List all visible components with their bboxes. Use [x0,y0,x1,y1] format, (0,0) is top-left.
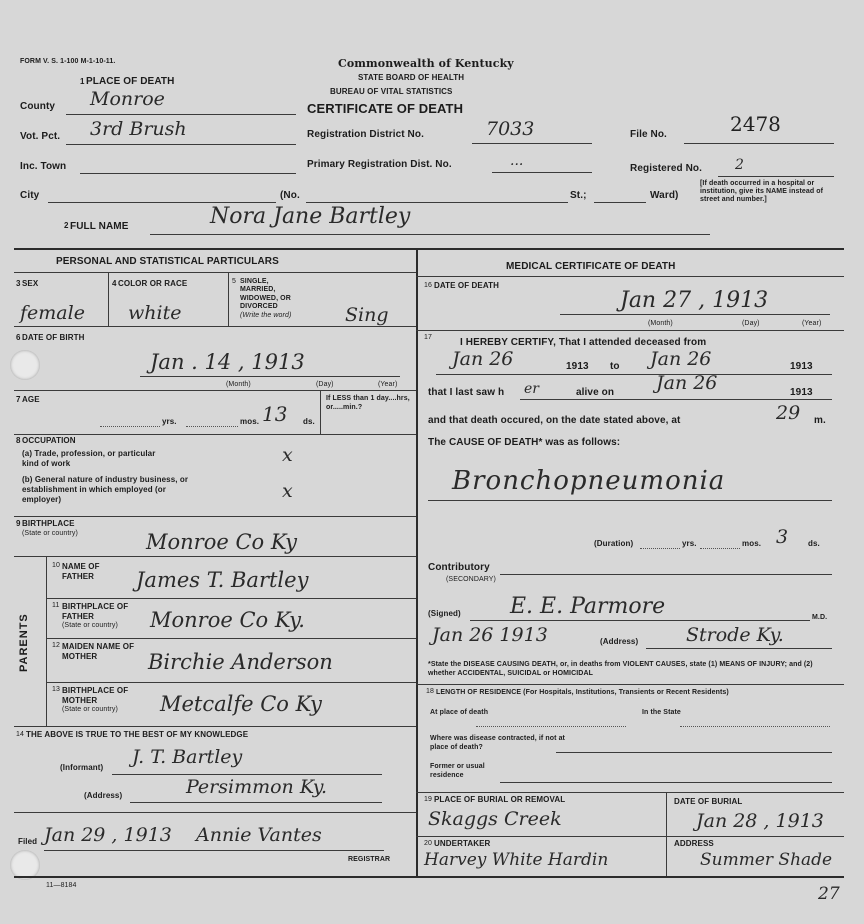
inc-town-line [80,173,296,174]
age-label: AGE [22,395,40,404]
dob-day: (Day) [316,381,334,388]
occupation-a-value: x [282,444,293,466]
med-row-line-1 [416,330,844,331]
attended-from-year: 1913 [566,361,589,372]
burial-date-label: DATE OF BURIAL [674,797,743,806]
age-yrs: yrs. [162,417,177,426]
cause-line [428,500,832,501]
vot-line [66,144,296,145]
age-yrs-line [100,426,160,427]
duration-yrs-line [640,548,680,549]
mother-bp-value: Metcalfe Co Ky [160,692,322,716]
address-label: (Address) [84,791,123,800]
marital-label: SINGLE, MARRIED, WIDOWED, OR DIVORCED [240,278,291,311]
color-marital-divider [228,272,229,326]
burial-divider [666,792,667,876]
inc-town-label: Inc. Town [20,161,67,172]
dod-num: 16 [424,282,432,289]
color-value: white [128,302,182,324]
board-title: STATE BOARD OF HEALTH [358,73,465,82]
footer-code: 11—8184 [46,882,77,889]
dob-line [140,376,400,377]
at-place-line [476,726,626,727]
hospital-note: [If death occurred in a hospital or institution, give its NAME instead of street and number.] [700,180,824,204]
no-line [306,202,568,203]
father-name-value: James T. Bartley [136,568,309,592]
fullname-value: Nora Jane Bartley [210,204,411,229]
last-saw-text: that I last saw h [428,387,505,398]
dob-month: (Month) [226,381,251,388]
residence-label: LENGTH OF RESIDENCE (For Hospitals, Institutions, Transients or Recent Residents) [436,689,729,696]
filed-by-value: Annie Vantes [196,824,322,846]
attended-to-year: 1913 [790,361,813,372]
father-bp-line [46,638,416,639]
mother-name-value: Birchie Anderson [148,650,333,674]
sig-address-label: (Address) [600,637,639,646]
dob-value: Jan . 14 , 1913 [150,350,305,374]
attended-from: Jan 26 [452,348,514,370]
dob-num: 6 [16,333,21,342]
row-line-5 [14,556,416,557]
father-bp-sub: (State or country) [62,622,118,629]
dod-day: (Day) [742,320,760,327]
cause-value: Bronchopneumonia [452,466,726,496]
last-saw-fill: er [524,381,539,397]
bureau-title: BUREAU OF VITAL STATISTICS [330,87,453,96]
sex-num: 3 [16,279,21,288]
form-id: FORM V. S. 1-100 M-1-10-11. [20,58,116,65]
occupation-label: OCCUPATION [22,436,76,445]
above-num: 14 [16,731,24,738]
dod-label: DATE OF DEATH [434,281,499,290]
dob-year: (Year) [378,381,398,388]
above-text: THE ABOVE IS TRUE TO THE BEST OF MY KNOWLEDGE [26,730,249,739]
certificate-title: CERTIFICATE OF DEATH [307,101,464,116]
sig-address-value: Strode Ky. [686,624,784,646]
ward-label: Ward) [650,190,679,201]
city-label: City [20,190,40,201]
color-label: COLOR OR RACE [118,279,188,288]
father-row-line [46,598,416,599]
undertaker-num: 20 [424,840,432,847]
birthplace-value: Monroe Co Ky [146,530,298,554]
dod-value: Jan 27 , 1913 [620,288,769,313]
parents-label: PARENTS [18,613,30,672]
undertaker-value: Harvey White Hardin [424,850,609,870]
med-row-line-3 [416,792,844,793]
age-mos-value: 13 [262,402,288,426]
alive-text: alive on [576,387,615,398]
row-line-6 [14,726,416,727]
file-no-label: File No. [630,129,667,140]
duration-mos-line [700,548,740,549]
no-label: (No. [280,190,300,201]
corner-number: 27 [818,884,840,904]
st-label: St.; [570,190,587,201]
father-bp-num: 11 [52,602,60,609]
punch-hole-top [10,350,40,380]
county-value: Monroe [90,88,165,110]
informant-value: J. T. Bartley [132,746,243,768]
former-label: Former or usual residence [430,763,485,780]
signed-value: E. E. Parmore [510,594,666,619]
und-address-label: ADDRESS [674,839,714,848]
duration-label: (Duration) [594,539,634,548]
death-time-m: m. [814,415,826,426]
sig-address-line [646,648,832,649]
age-mos-line [186,426,238,427]
dod-year: (Year) [802,320,822,327]
address-value: Persimmon Ky. [186,776,328,798]
age-ds: ds. [303,417,315,426]
und-address-value: Summer Shade [700,850,833,870]
age-mos: mos. [240,417,260,426]
reg-district-line [472,143,592,144]
reg-district-value: 7033 [486,118,535,140]
place-heading: PLACE OF DEATH [86,76,175,87]
burial-num: 19 [424,796,432,803]
primary-dist-value: ... [510,153,524,169]
cause-label: The CAUSE OF DEATH* was as follows: [428,437,621,448]
state-note: *State the DISEASE CAUSING DEATH, or, in deaths from VIOLENT CAUSES, state (1) MEANS OF INJURY; and (2) whether ACCIDENTAL, SUICIDAL or HOMICIDAL [428,661,813,678]
med-row-line-2 [416,684,844,685]
informant-line [112,774,382,775]
row-line-2 [14,390,416,391]
birthplace-sub: (State or country) [22,530,78,537]
duration-ds: ds. [808,539,820,548]
md-label: M.D. [812,614,828,621]
contributory-line [500,574,832,575]
registered-no-line [718,176,834,177]
city-line [48,202,276,203]
registered-no-value: 2 [735,157,744,173]
filed-value: Jan 29 , 1913 [44,824,172,846]
certify-num: 17 [424,334,432,341]
occupation-b: (b) General nature of industry business, or establishment in which employed (or employer) [22,475,189,504]
filed-line [44,850,384,851]
father-name-label: NAME OF FATHER [62,562,100,582]
marital-num: 5 [232,278,236,285]
death-time: 29 [776,402,801,424]
father-name-num: 10 [52,562,60,569]
fullname-num: 2 [64,221,69,230]
row-line-7 [14,812,416,813]
father-bp-value: Monroe Co Ky. [150,608,305,632]
vot-label: Vot. Pct. [20,131,61,142]
commonwealth-title: Commonwealth of Kentucky [338,57,514,70]
fullname-label: FULL NAME [70,221,129,232]
file-no-value: 2478 [730,112,781,136]
in-state-line [680,726,830,727]
duration-mos: mos. [742,539,762,548]
main-bottom-border [14,876,844,878]
contracted-label: Where was disease contracted, if not at place of death? [430,735,565,752]
medical-heading-line [416,276,844,277]
color-num: 4 [112,279,117,288]
personal-heading: PERSONAL AND STATISTICAL PARTICULARS [56,256,279,267]
filed-label: Filed [18,837,38,846]
burial-date-value: Jan 28 , 1913 [696,810,824,832]
registrar-label: REGISTRAR [348,856,391,863]
main-top-border [14,248,844,250]
signed-line [470,620,810,621]
marital-note: (Write the word) [240,312,292,319]
personal-heading-line [14,272,416,273]
attended-line [436,374,832,375]
mother-name-num: 12 [52,642,60,649]
county-line [66,114,296,115]
parents-divider [46,556,47,726]
contributory-label: Contributory [428,562,490,573]
fullname-line [150,234,710,235]
alive-value: Jan 26 [656,372,718,394]
burial-value: Skaggs Creek [428,808,562,830]
burial-label: PLACE OF BURIAL OR REMOVAL [434,795,566,804]
birthplace-label: BIRTHPLACE [22,519,75,528]
age-num: 7 [16,395,21,404]
county-label: County [20,101,56,112]
in-state-label: In the State [642,709,681,716]
undertaker-label: UNDERTAKER [434,839,491,848]
medical-heading: MEDICAL CERTIFICATE OF DEATH [506,261,676,272]
former-line [500,782,832,783]
age-less-than: If LESS than 1 day....hrs, or.....min.? [326,395,410,412]
occupation-b-value: x [282,480,293,502]
at-place-label: At place of death [430,709,489,716]
signed-label: (Signed) [428,609,461,618]
file-no-line [684,143,834,144]
contracted-line [556,752,832,753]
sex-label: SEX [22,279,39,288]
address-line [130,802,382,803]
vot-value: 3rd Brush [90,118,187,140]
mother-bp-sub: (State or country) [62,706,118,713]
certify-text: I HEREBY CERTIFY, That I attended deceased from [460,337,707,348]
dod-line [560,314,830,315]
sex-color-divider [108,272,109,326]
column-divider [416,248,418,876]
burial-row-line [416,836,844,837]
registered-no-label: Registered No. [630,163,702,174]
attended-to-label: to [610,361,620,372]
alive-line [520,399,832,400]
dob-label: DATE OF BIRTH [22,333,85,342]
age-divider [320,390,321,434]
primary-dist-line [492,172,592,173]
row-line-3 [14,434,416,435]
mother-row-line [46,682,416,683]
death-occured-text: and that death occured, on the date stated above, at [428,415,681,426]
residence-num: 18 [426,688,434,695]
mother-name-label: MAIDEN NAME OF MOTHER [62,642,135,662]
occupation-num: 8 [16,436,21,445]
birthplace-num: 9 [16,519,21,528]
father-bp-label: BIRTHPLACE OF FATHER [62,602,129,621]
signed-date: Jan 26 1913 [432,624,548,646]
sex-value: female [20,302,85,324]
occupation-a: (a) Trade, profession, or particular kind of work [22,449,156,468]
st-line [594,202,646,203]
duration-yrs: yrs. [682,539,697,548]
primary-dist-label: Primary Registration Dist. No. [307,159,452,170]
marital-value: Sing [345,304,389,326]
alive-year: 1913 [790,387,813,398]
mother-bp-label: BIRTHPLACE OF MOTHER [62,686,129,705]
duration-mos-value: 3 [776,526,789,548]
row-line-1 [14,326,416,327]
dod-month: (Month) [648,320,673,327]
mother-bp-num: 13 [52,686,60,693]
row-line-4 [14,516,416,517]
secondary-label: (SECONDARY) [446,576,496,583]
attended-to: Jan 26 [650,348,712,370]
informant-label: (Informant) [60,763,104,772]
place-heading-num: 1 [80,77,85,86]
reg-district-label: Registration District No. [307,129,424,140]
